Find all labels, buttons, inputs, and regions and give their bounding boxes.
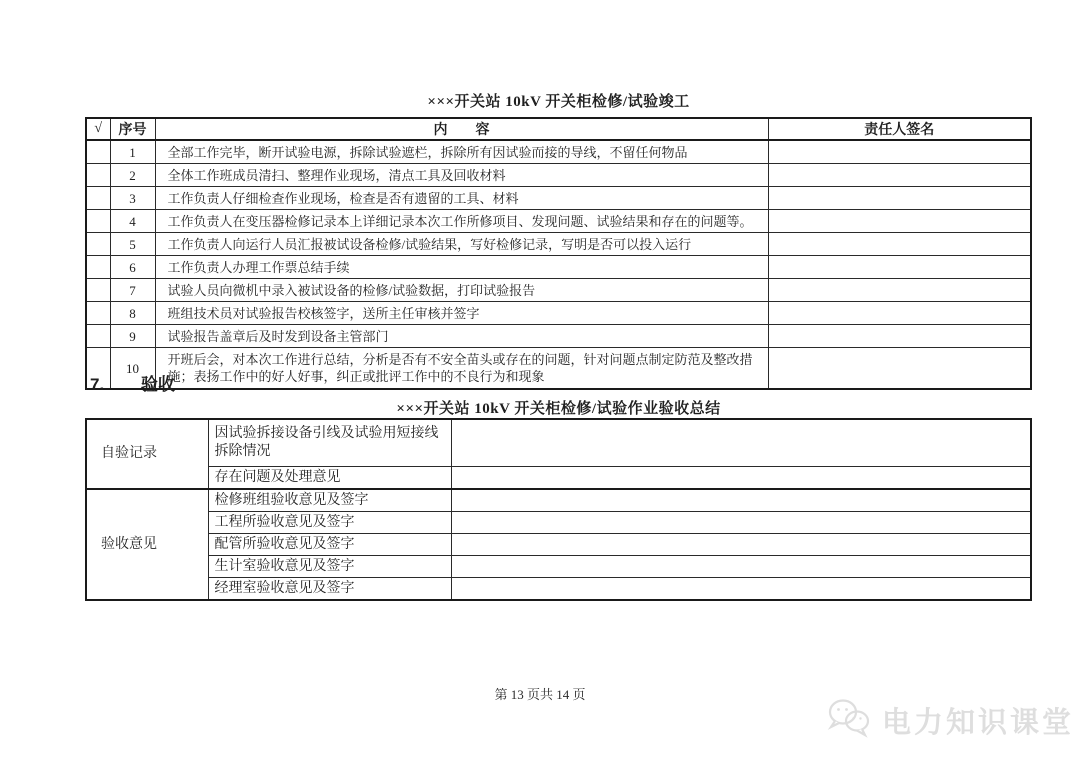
content-cell: 试验报告盖章后及时发到设备主管部门 [155, 325, 768, 348]
watermark [826, 694, 1074, 746]
item-label: 检修班组验收意见及签字 [208, 489, 451, 512]
item-label: 配管所验收意见及签字 [208, 534, 451, 556]
completion-row [86, 256, 1031, 279]
acceptance-row [86, 467, 1031, 490]
check-cell [86, 302, 110, 325]
item-label: 经理室验收意见及签字 [208, 578, 451, 601]
seq-cell: 6 [110, 256, 155, 279]
item-label: 工程所验收意见及签字 [208, 512, 451, 534]
seq-cell: 4 [110, 210, 155, 233]
section-heading [90, 370, 175, 395]
blank-cell [451, 578, 1031, 601]
completion-row [86, 302, 1031, 325]
seq-cell: 3 [110, 187, 155, 210]
sign-cell [768, 164, 1031, 187]
acceptance-row [86, 578, 1031, 601]
content-cell: 工作负责人办理工作票总结手续 [155, 256, 768, 279]
seq-cell: 1 [110, 140, 155, 164]
content-cell: 开班后会，对本次工作进行总结，分析是否有不安全苗头或存在的问题，针对问题点制定防范及整改措施；表扬工作中的好人好事，纠正或批评工作中的不良行为和现象 [155, 348, 768, 390]
acceptance-table [85, 418, 1032, 601]
acceptance-row [86, 556, 1031, 578]
content-cell: 工作负责人在变压器检修记录本上详细记录本次工作所修项目、发现问题、试验结果和存在的问题等。 [155, 210, 768, 233]
group-label: 验收意见 [86, 489, 208, 600]
blank-cell [451, 419, 1031, 467]
completion-table-title: ×××开关站 10kV 开关柜检修/试验竣工 [427, 94, 690, 110]
item-label: 存在问题及处理意见 [208, 467, 451, 490]
sign-cell [768, 302, 1031, 325]
seq-cell: 2 [110, 164, 155, 187]
sign-cell [768, 140, 1031, 164]
seq-cell: 9 [110, 325, 155, 348]
check-cell [86, 279, 110, 302]
acceptance-row [86, 419, 1031, 467]
section-number: 7. [90, 375, 105, 394]
completion-row [86, 279, 1031, 302]
sign-cell [768, 325, 1031, 348]
wechat-icon [826, 697, 882, 744]
sign-cell [768, 256, 1031, 279]
section-title: 验收 [140, 375, 175, 394]
blank-cell [451, 534, 1031, 556]
group-label: 自验记录 [86, 419, 208, 489]
completion-row [86, 140, 1031, 164]
header-checkmark: √ [86, 118, 110, 140]
header-sign: 责任人签名 [768, 118, 1031, 140]
check-cell [86, 256, 110, 279]
completion-table [85, 117, 1032, 390]
check-cell [86, 140, 110, 164]
blank-cell [451, 512, 1031, 534]
item-label: 因试验拆接设备引线及试验用短接线拆除情况 [208, 419, 451, 467]
seq-cell: 5 [110, 233, 155, 256]
blank-cell [451, 489, 1031, 512]
check-cell [86, 187, 110, 210]
header-content: 内 容 [155, 118, 768, 140]
acceptance-table-title: ×××开关站 10kV 开关柜检修/试验作业验收总结 [396, 401, 721, 417]
seq-cell: 8 [110, 302, 155, 325]
check-cell [86, 210, 110, 233]
completion-row [86, 348, 1031, 390]
page-number: 第 13 页共 14 页 [494, 687, 586, 702]
completion-header-row [86, 118, 1031, 140]
sign-cell [768, 279, 1031, 302]
completion-row [86, 210, 1031, 233]
check-cell [86, 325, 110, 348]
sign-cell [768, 187, 1031, 210]
acceptance-row [86, 489, 1031, 512]
completion-row [86, 164, 1031, 187]
seq-cell: 10 [110, 348, 155, 390]
content-cell: 工作负责人向运行人员汇报被试设备检修/试验结果，写好检修记录，写明是否可以投入运行 [155, 233, 768, 256]
acceptance-row [86, 534, 1031, 556]
sign-cell [768, 233, 1031, 256]
completion-row [86, 233, 1031, 256]
content-cell: 全体工作班成员清扫、整理作业现场，清点工具及回收材料 [155, 164, 768, 187]
item-label: 生计室验收意见及签字 [208, 556, 451, 578]
sign-cell [768, 348, 1031, 390]
watermark-text: 电力知识课堂 [881, 706, 1074, 739]
seq-cell: 7 [110, 279, 155, 302]
content-cell: 试验人员向微机中录入被试设备的检修/试验数据，打印试验报告 [155, 279, 768, 302]
content-cell: 全部工作完毕，断开试验电源，拆除试验遮栏，拆除所有因试验而接的导线，不留任何物品 [155, 140, 768, 164]
sign-cell [768, 210, 1031, 233]
acceptance-row [86, 512, 1031, 534]
blank-cell [451, 467, 1031, 490]
header-seq: 序号 [110, 118, 155, 140]
completion-row [86, 187, 1031, 210]
content-cell: 工作负责人仔细检查作业现场，检查是否有遗留的工具、材料 [155, 187, 768, 210]
check-cell [86, 233, 110, 256]
completion-row [86, 325, 1031, 348]
blank-cell [451, 556, 1031, 578]
content-cell: 班组技术员对试验报告校核签字，送所主任审核并签字 [155, 302, 768, 325]
check-cell [86, 164, 110, 187]
